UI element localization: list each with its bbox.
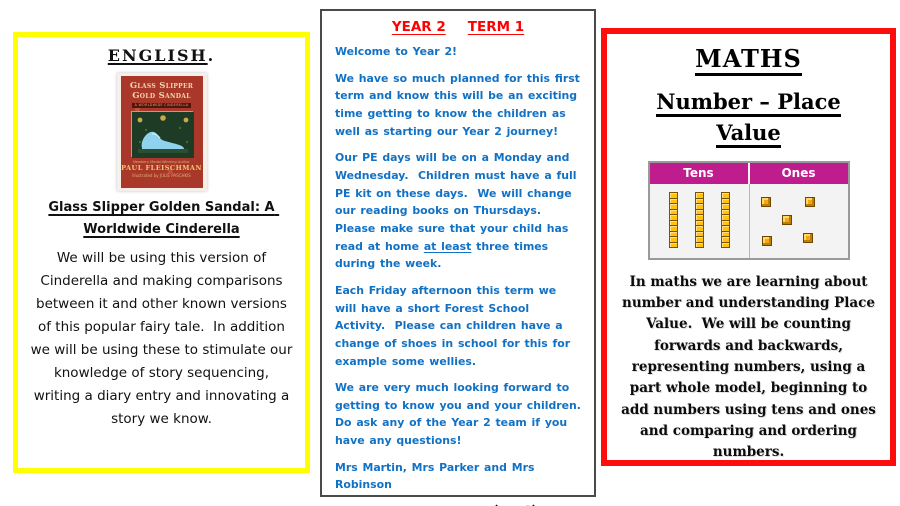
maths-subtitle-line1: Number – Place	[656, 90, 840, 117]
year-term-heading	[335, 19, 581, 35]
ones-cube	[805, 197, 815, 207]
term-heading-text: TERM 1	[467, 19, 525, 35]
ones-cube	[761, 197, 771, 207]
ones-cubes	[650, 184, 848, 258]
term-plan-paragraph: We have so much planned for this first term and know this will be an exciting time getting to know the children as well as starting our Year 2 journey!	[335, 71, 585, 138]
tens-column-header: Tens	[650, 163, 750, 184]
maths-title-text: MATHS	[695, 45, 802, 76]
english-title-period: .	[207, 46, 216, 65]
pe-reading-paragraph	[335, 149, 581, 273]
year-heading-text: YEAR 2	[391, 19, 446, 35]
english-panel	[13, 32, 310, 473]
book-illustrator: Illustrated by JULIE PASCHKIS	[132, 172, 191, 178]
slipper-illustration-icon	[132, 112, 194, 158]
forest-school-paragraph: Each Friday afternoon this term we will have a short Forest School Activity. Please can children have a change of shoes in school for this for example some wellies.	[335, 283, 575, 368]
book-slipper-art	[131, 111, 193, 157]
year2-term1-panel	[320, 9, 596, 497]
maths-subtitle	[615, 86, 882, 149]
book-title-line2: Gold Sandal	[132, 91, 191, 102]
looking-forward-paragraph: We are very much looking forward to getting to know you and your children. Do ask any of the Year 2 team if you have any questions!	[335, 381, 591, 448]
ones-cube	[762, 236, 772, 246]
place-value-header-row	[650, 163, 848, 184]
ones-cube	[803, 233, 813, 243]
at-least-underlined: at least	[423, 239, 472, 253]
ones-column-header: Ones	[750, 163, 848, 184]
maths-body-text: In maths we are learning about number and understanding Place Value. We will be counting forwards and backwards, representing numbers, using a part whole model, beginning to add numbers using tens and ones and comparing and ordering numbers.	[621, 273, 881, 461]
english-title-text: ENGLISH	[107, 46, 208, 65]
welcome-paragraph: Welcome to Year 2!	[335, 45, 458, 58]
pe-paragraph-start: Our PE days will be on a Monday and Wednesday. Children must have a full PE kit on these days. We will change our reading books on Thursdays. Please make sure that your child has read at home	[335, 151, 582, 253]
book-title-line1: Glass Slipper	[129, 81, 194, 91]
english-panel-title	[30, 46, 293, 65]
maths-panel-title	[615, 44, 882, 76]
book-author: PAUL FLEISCHMAN	[121, 163, 202, 172]
place-value-body	[650, 184, 848, 258]
book-cover	[121, 76, 203, 188]
english-book-heading: Glass Slipper Golden Sandal: A Worldwide Cinderella	[48, 200, 280, 238]
book-subtitle: A WORLDWIDE CINDERELLA	[132, 103, 191, 107]
maths-subtitle-line2: Value	[716, 121, 781, 148]
place-value-table	[648, 161, 850, 260]
english-body-text: We will be using this version of Cinderella and making comparisons between it and other known versions of this popular fairy tale. In addition we will be using these to stimulate our knowledge of story sequencing, writing a diary entry and innovating a story we know.	[30, 250, 297, 427]
maths-panel	[601, 28, 896, 466]
ones-cube	[782, 215, 792, 225]
pe-paragraph-end: three times during the week.	[335, 239, 553, 271]
book-cover-image	[117, 73, 207, 191]
book-author-credit: Newbery Medal-Winning Author	[133, 159, 190, 164]
staff-names: Mrs Martin, Mrs Parker and Mrs Robinson	[335, 460, 540, 492]
